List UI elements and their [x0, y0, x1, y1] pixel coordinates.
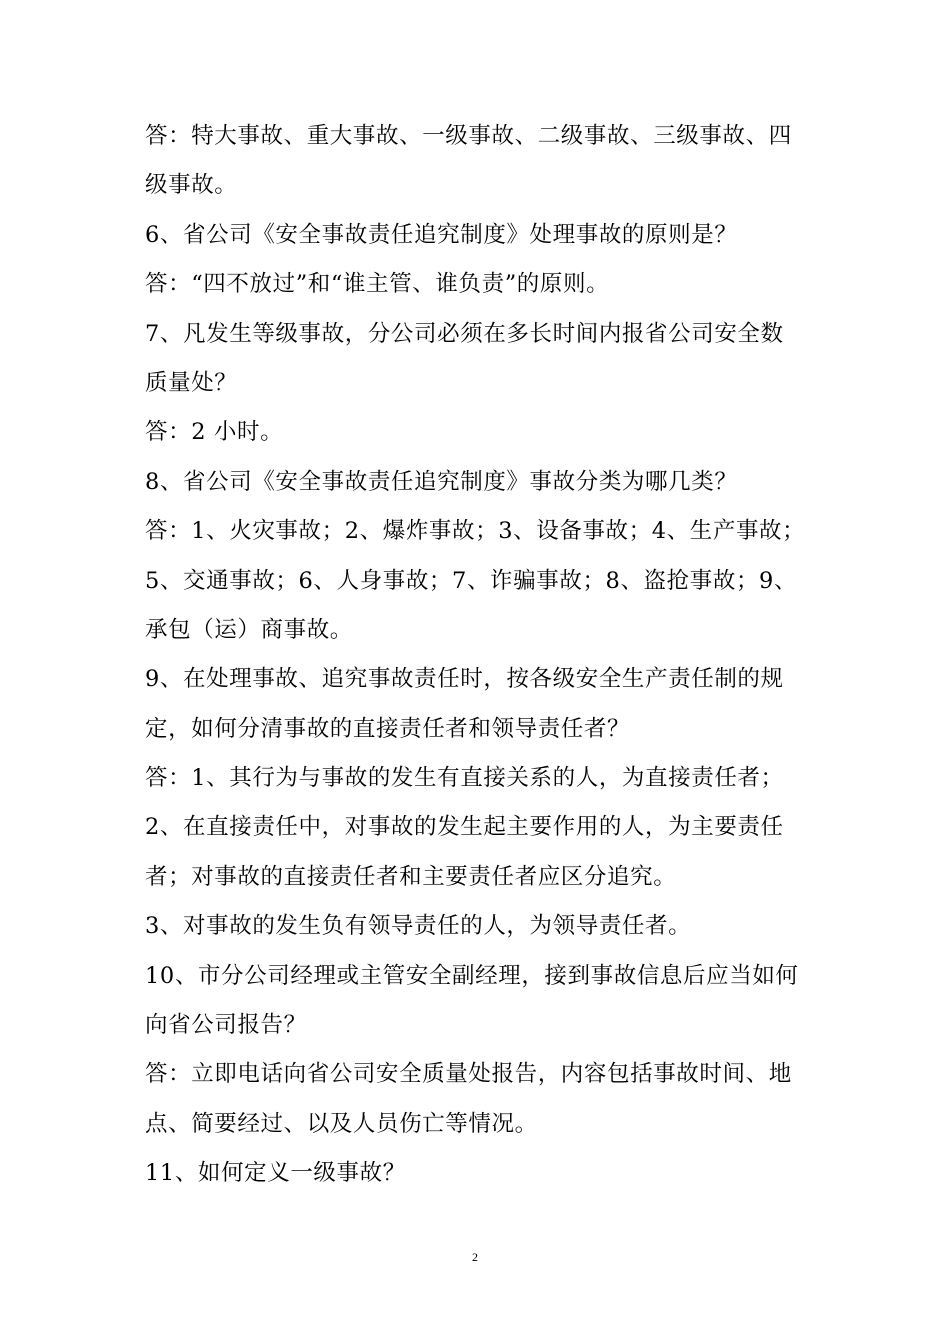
text-line: 答：1、其行为与事故的发生有直接关系的人，为直接责任者；	[145, 765, 784, 792]
text-line: 答：“四不放过”和“谁主管、谁负责”的原则。	[145, 271, 610, 298]
text-line: 者；对事故的直接责任者和主要责任者应区分追究。	[145, 863, 677, 890]
text-line: 答：1、火灾事故；2、爆炸事故；3、设备事故；4、生产事故；	[145, 518, 806, 545]
text-line: 8、省公司《安全事故责任追究制度》事故分类为哪几类？	[145, 468, 738, 495]
text-line: 答：2 小时。	[145, 419, 284, 446]
text-line: 向省公司报告？	[145, 1012, 307, 1039]
text-line: 承包（运）商事故。	[145, 616, 353, 643]
text-line: 答：特大事故、重大事故、一级事故、二级事故、三级事故、四	[145, 123, 792, 149]
text-line: 级事故。	[145, 172, 238, 199]
text-line: 答：立即电话向省公司安全质量处报告，内容包括事故时间、地	[145, 1061, 792, 1088]
text-line: 定，如何分清事故的直接责任者和领导责任者？	[145, 715, 631, 742]
text-line: 10、市分公司经理或主管安全副经理，接到事故信息后应当如何	[145, 962, 799, 989]
document-body	[145, 112, 810, 1199]
text-line: 3、对事故的发生负有领导责任的人，为领导责任者。	[145, 913, 692, 940]
text-line: 11、如何定义一级事故？	[145, 1160, 406, 1187]
text-line: 6、省公司《安全事故责任追究制度》处理事故的原则是？	[145, 221, 738, 248]
text-line: 点、简要经过、以及人员伤亡等情况。	[145, 1110, 538, 1137]
text-line: 5、交通事故；6、人身事故；7、诈骗事故；8、盗抢事故；9、	[145, 567, 798, 594]
page-number: 2	[472, 1250, 478, 1264]
text-line: 9、在处理事故、追究事故责任时，按各级安全生产责任制的规	[145, 666, 784, 693]
text-line: 2、在直接责任中，对事故的发生起主要作用的人，为主要责任	[145, 814, 784, 841]
text-line: 质量处？	[145, 369, 238, 396]
text-line: 7、凡发生等级事故，分公司必须在多长时间内报省公司安全数	[145, 320, 784, 347]
